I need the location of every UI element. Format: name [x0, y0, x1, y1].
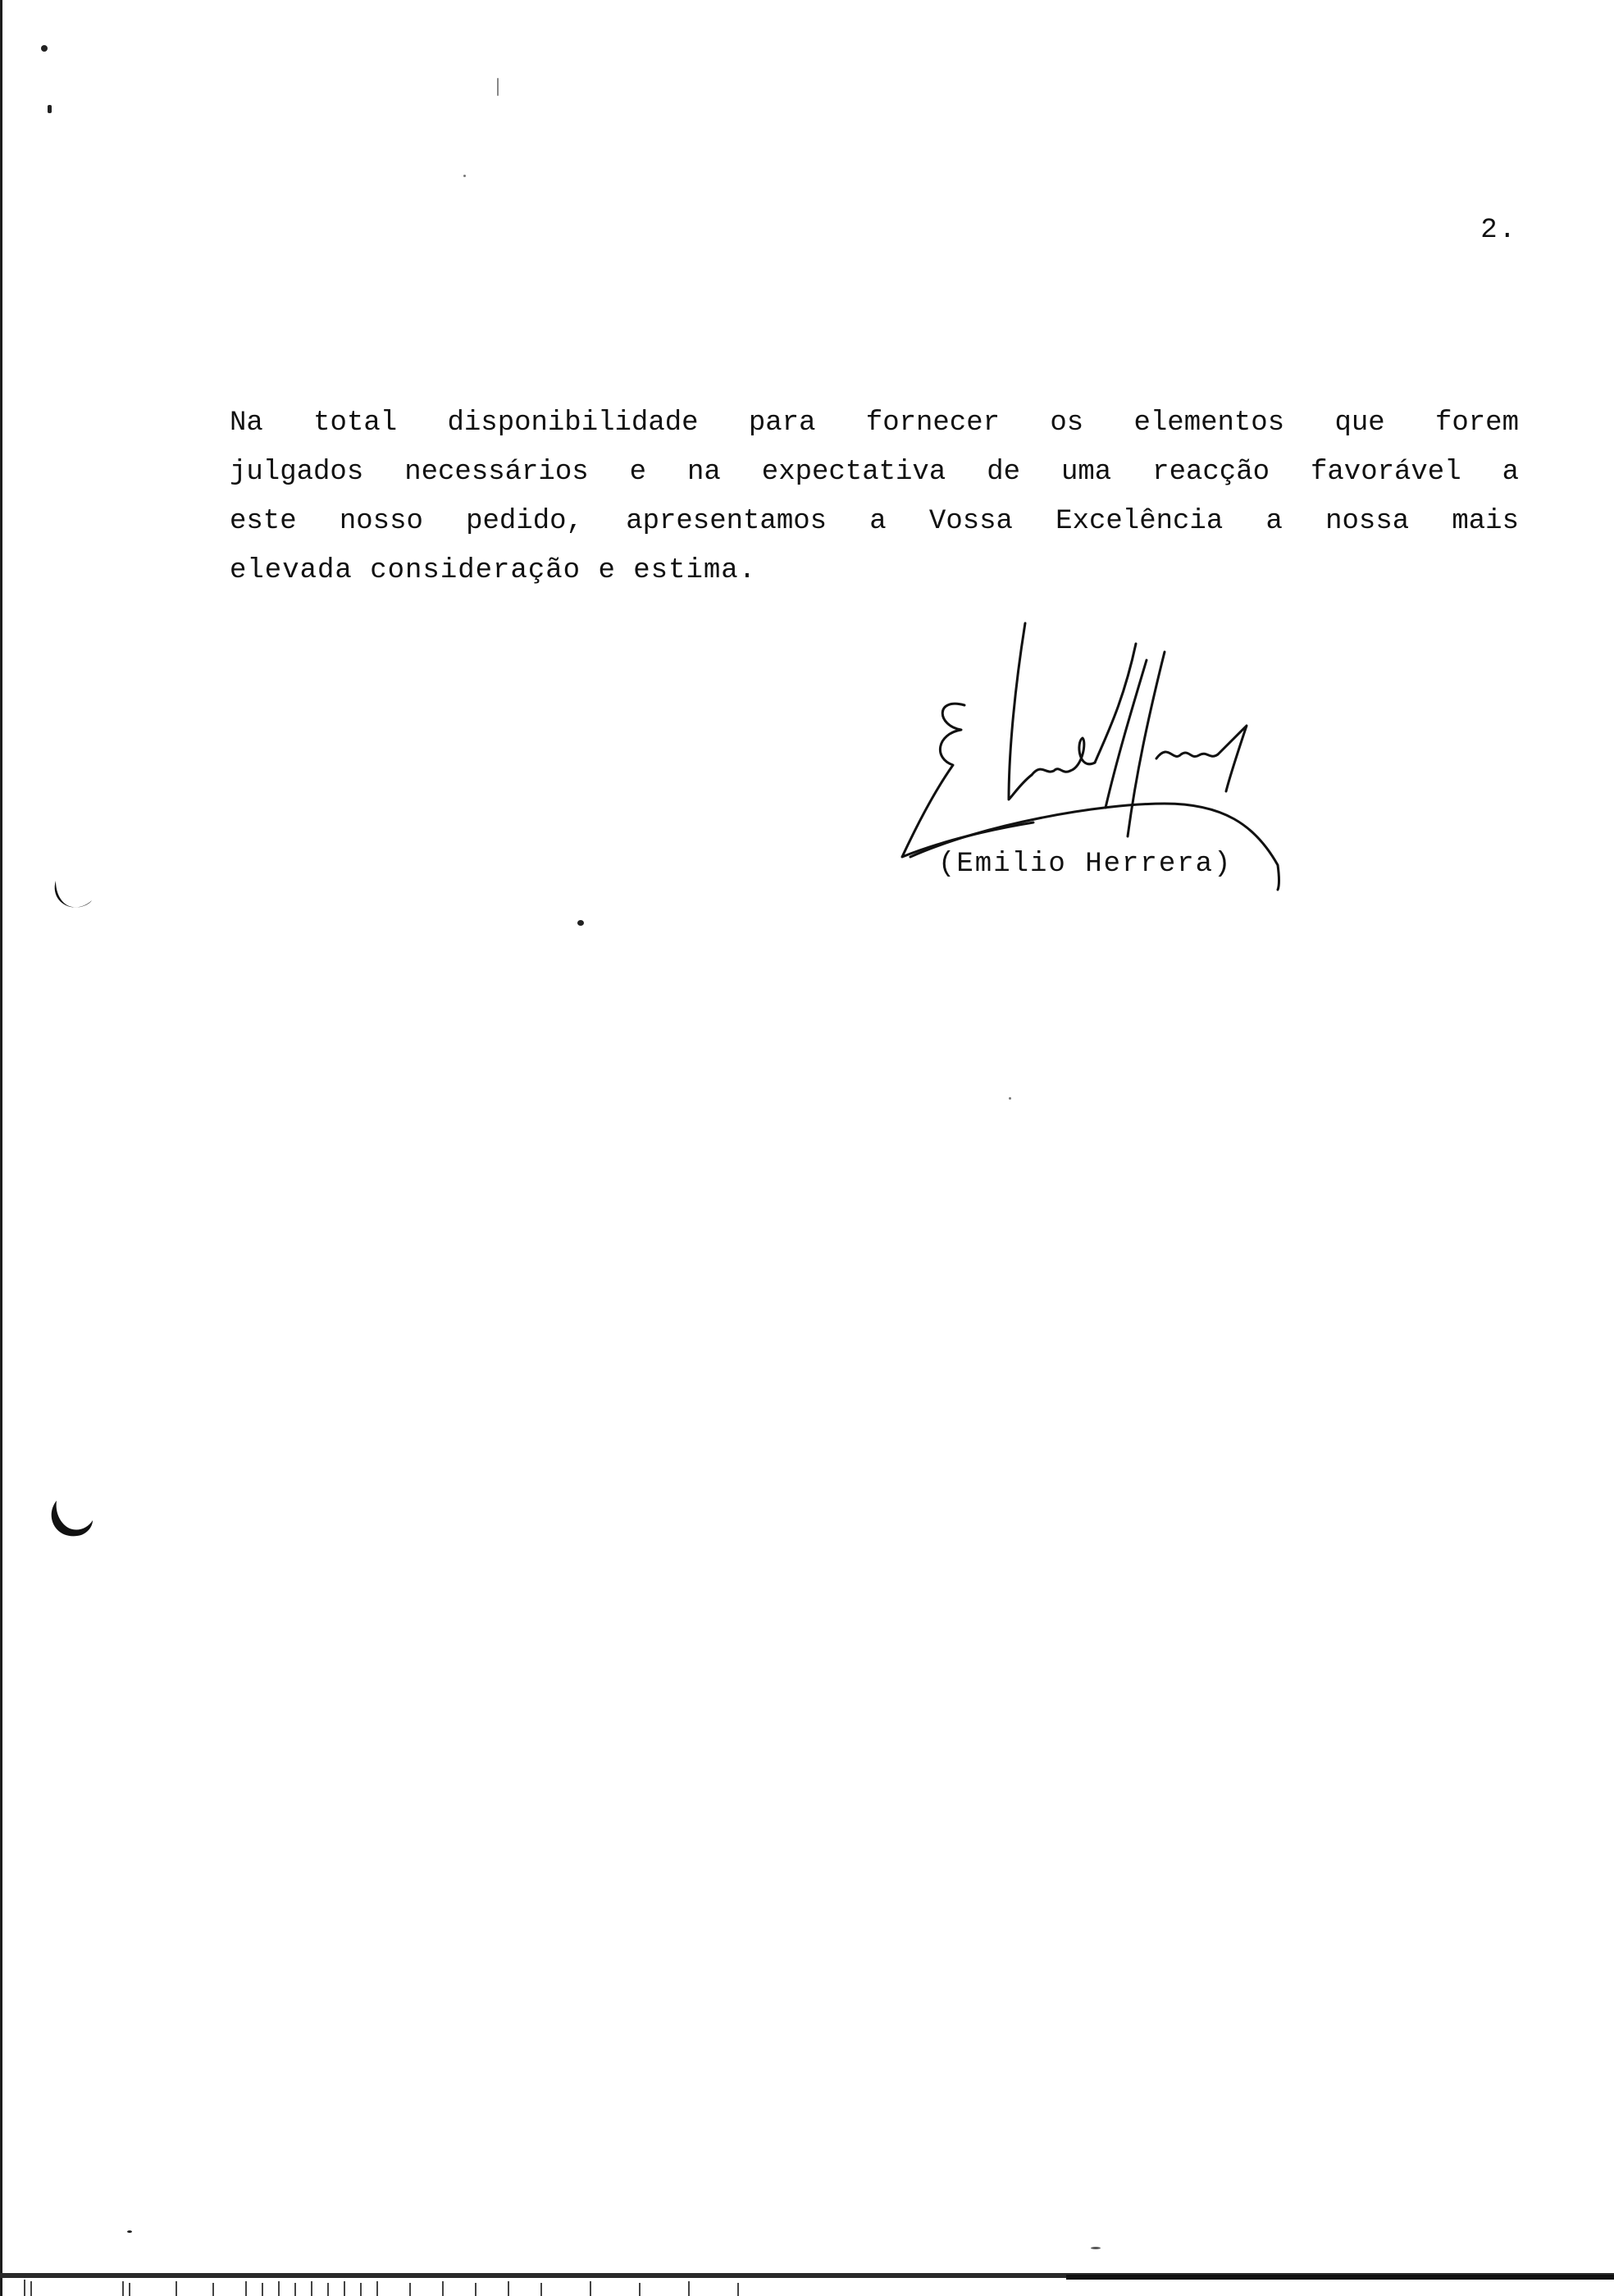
scan-speck: [577, 920, 584, 926]
handwritten-signature-icon: [886, 619, 1312, 931]
paragraph-line: Na total disponibilidade para fornecer os elementos que forem: [230, 408, 1519, 439]
signatory-name: (Emilio Herrera): [938, 849, 1233, 880]
paragraph-line: julgados necessários e na expectativa de uma reacção favorável a: [230, 457, 1519, 488]
scan-speck: [463, 175, 466, 177]
scan-speck: [1091, 2247, 1101, 2249]
scan-speck: [497, 78, 499, 96]
scan-speck: [127, 2230, 132, 2233]
paragraph-line: elevada consideração e estima.: [230, 555, 757, 586]
paragraph-line: este nosso pedido, apresentamos a Vossa Excelência a nossa mais: [230, 506, 1519, 537]
binder-hole-icon: [45, 1492, 94, 1542]
scan-speck: [41, 45, 48, 52]
scan-speck: [48, 105, 52, 113]
page-number: 2.: [1480, 215, 1517, 246]
closing-paragraph: [230, 399, 1519, 595]
scan-speck: [1009, 1097, 1011, 1100]
binder-hole-icon: [49, 869, 98, 918]
scanner-artifact-strip: [0, 2273, 1614, 2296]
scan-left-edge: [0, 0, 2, 2296]
